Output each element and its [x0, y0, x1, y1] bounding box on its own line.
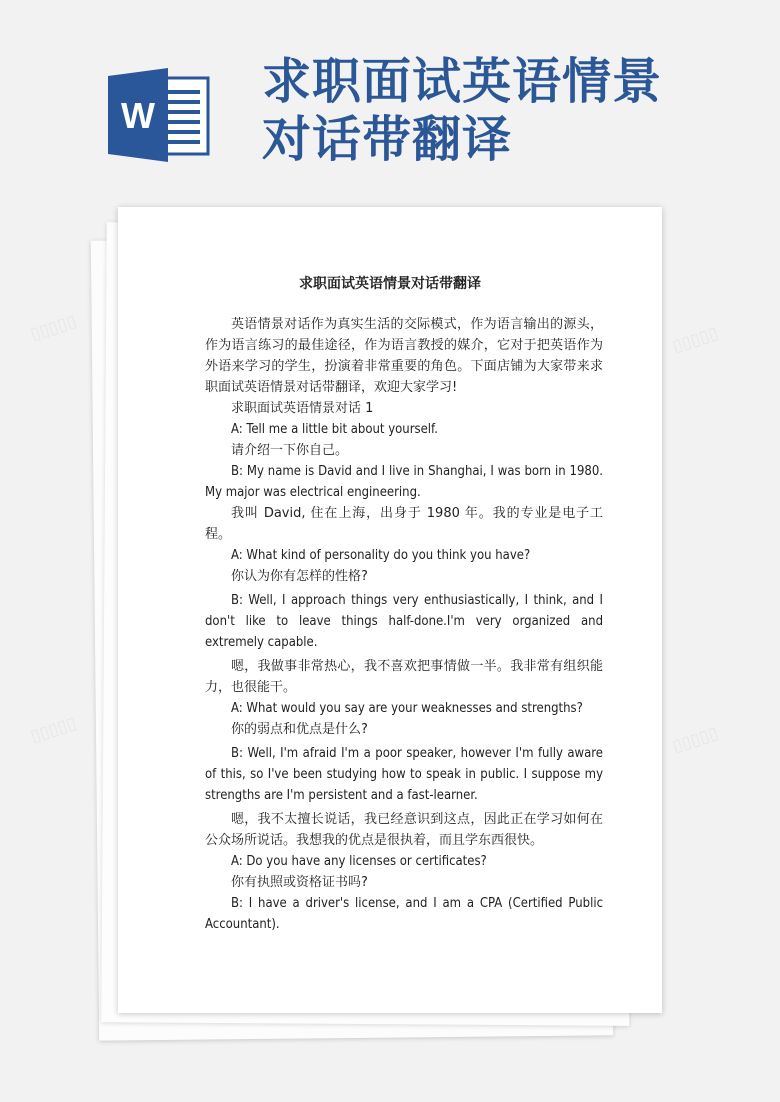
translation-line: 你的弱点和优点是什么? — [231, 722, 368, 737]
dialogue-line: A: Do you have any licenses or certificates? — [231, 854, 487, 869]
translation-line: 嗯，我做事非常热心，我不喜欢把事情做一半。我非常有组织能力，也很能干。 — [205, 659, 603, 695]
watermark: ▯▯▯▯▯ — [28, 713, 79, 747]
dialogue-line: B: I have a driver's license, and I am a CPA (Certified Public Accountant). — [205, 896, 603, 932]
banner-title-line: 求职面试英语情景 — [262, 52, 663, 110]
document-page — [118, 207, 662, 1013]
watermark: ▯▯▯▯▯ — [670, 723, 721, 757]
dialogue-line: B: My name is David and I live in Shanghai, I was born in 1980. My major was electrical engineering. — [205, 464, 603, 500]
watermark: ▯▯▯▯▯ — [670, 323, 721, 357]
intro-paragraph: 英语情景对话作为真实生活的交际模式，作为语言输出的源头，作为语言练习的最佳途径，作为语言教授的媒介，它对于把英语作为外语来学习的学生，扮演着非常重要的角色。下面店铺为大家带来求职面试英语情景对话带翻译，欢迎大家学习! — [205, 317, 603, 395]
dialogue-line: B: Well, I approach things very enthusiastically, I think, and I don't like to leave things half-done.I'm very organized and extremely capable. — [205, 593, 603, 650]
watermark: ▯▯▯▯▯ — [28, 311, 79, 345]
section-heading: 求职面试英语情景对话 1 — [231, 401, 374, 416]
translation-line: 嗯，我不太擅长说话，我已经意识到这点，因此正在学习如何在公众场所说话。我想我的优点是很执着，而且学东西很快。 — [205, 812, 603, 848]
document-body — [205, 314, 603, 935]
translation-line: 你认为你有怎样的性格? — [231, 569, 368, 584]
dialogue-line: A: Tell me a little bit about yourself. — [231, 422, 438, 437]
svg-text:W: W — [121, 95, 155, 136]
banner-title — [262, 52, 762, 168]
translation-line: 我叫 David, 住在上海，出身于 1980 年。我的专业是电子工程。 — [205, 506, 603, 542]
translation-line: 请介绍一下你自己。 — [231, 443, 349, 458]
document-title: 求职面试英语情景对话带翻译 — [299, 276, 481, 292]
dialogue-line: A: What kind of personality do you think you have? — [231, 548, 531, 563]
dialogue-line: A: What would you say are your weaknesses and strengths? — [231, 701, 583, 716]
dialogue-line: B: Well, I'm afraid I'm a poor speaker, however I'm fully aware of this, so I've been studying how to speak in public. I suppose my strengths are I'm persistent and a fast-learner. — [205, 746, 603, 803]
banner-title-line: 对话带翻译 — [262, 110, 513, 168]
translation-line: 你有执照或资格证书吗? — [231, 875, 368, 890]
word-document-icon — [108, 68, 210, 162]
